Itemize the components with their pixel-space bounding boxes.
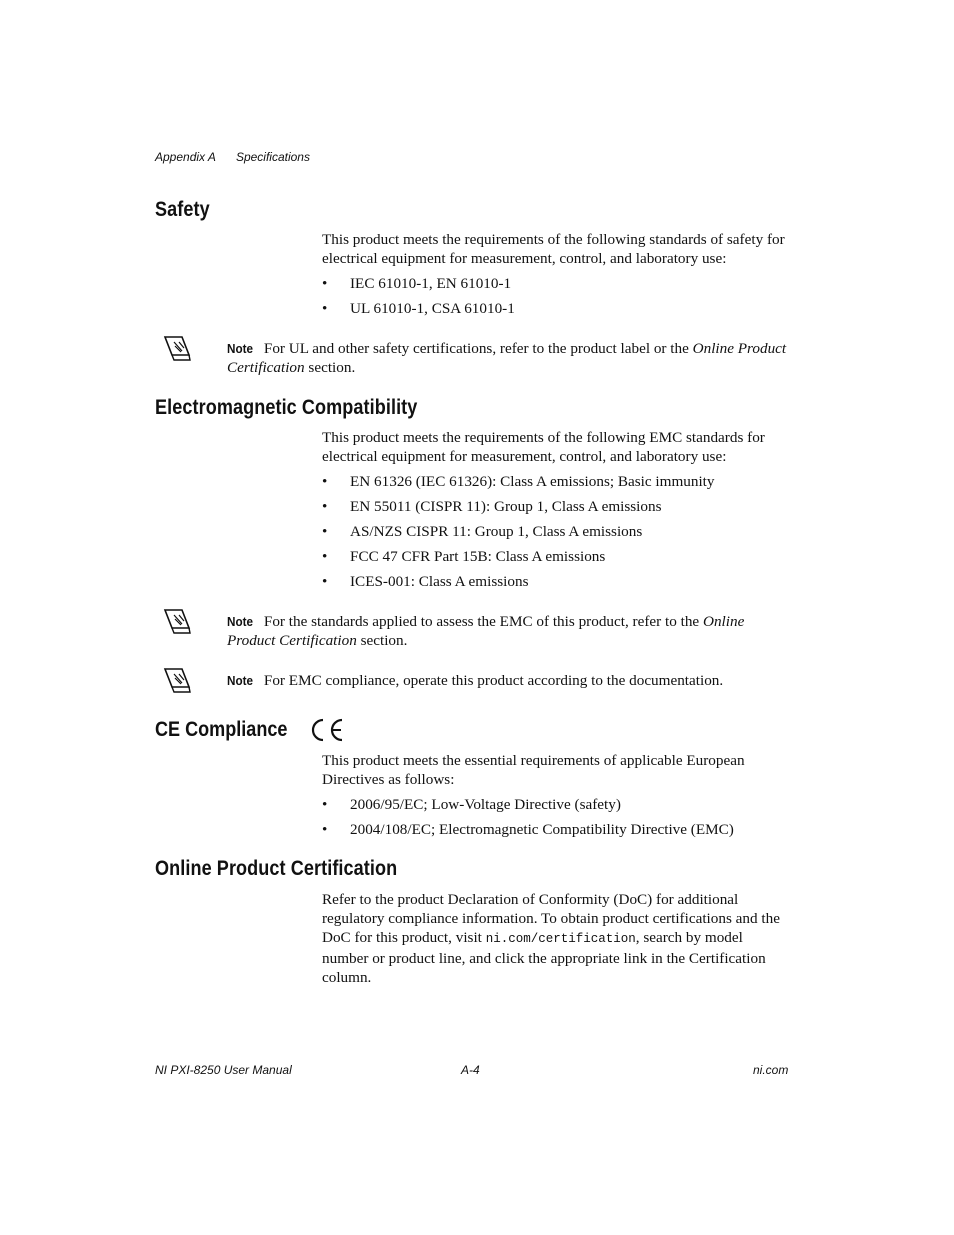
certification-link[interactable]: ni.com/certification [485, 932, 636, 946]
running-header [155, 150, 330, 164]
list-item: • EN 61326 (IEC 61326): Class A emissions; Basic immunity [322, 473, 715, 490]
ce-intro: This product meets the essential requirements of applicable European Directives as follows: [322, 752, 745, 788]
list-item: • IEC 61010-1, EN 61010-1 [322, 275, 512, 292]
list-item: • AS/NZS CISPR 11: Group 1, Class A emissions [322, 523, 643, 540]
emc-intro: This product meets the requirements of the following EMC standards for electrical equipment for measurement, control, and laboratory use: [322, 429, 765, 465]
opc-text: Refer to the product Declaration of Conformity (DoC) for additional regulatory compliance information. To obtain product certifications and the DoC for this product, visit ni.com/certification, search by model number or product line, and click the appropriate link in the Certification column. [322, 891, 780, 986]
note-icon [162, 607, 192, 635]
heading-ce-row [155, 716, 347, 744]
heading-opc: Online Product Certification [155, 857, 398, 880]
list-item: • FCC 47 CFR Part 15B: Class A emissions [322, 548, 606, 565]
header-appendix: Appendix A [155, 150, 216, 164]
list-item: • 2004/108/EC; Electromagnetic Compatibility Directive (EMC) [322, 821, 734, 838]
footer-site: ni.com [753, 1063, 789, 1077]
note-safety: Note For UL and other safety certifications, refer to the product label or the Online Product Certification section. [227, 340, 787, 376]
list-item: • UL 61010-1, CSA 61010-1 [322, 300, 515, 317]
note-emc-standards: Note For the standards applied to assess the EMC of this product, refer to the Online Product Certification section. [227, 613, 745, 649]
footer-page-number: A-4 [461, 1063, 480, 1077]
header-section: Specifications [235, 150, 310, 164]
note-emc-compliance: Note For EMC compliance, operate this product according to the documentation. [227, 672, 724, 689]
safety-intro: This product meets the requirements of the following standards of safety for electrical equipment for measurement, control, and laboratory use: [322, 231, 785, 267]
footer-manual: NI PXI-8250 User Manual [155, 1063, 292, 1077]
list-item: • 2006/95/EC; Low-Voltage Directive (safety) [322, 796, 621, 813]
list-item: • ICES-001: Class A emissions [322, 573, 529, 590]
list-item: • EN 55011 (CISPR 11): Group 1, Class A emissions [322, 498, 662, 515]
ce-mark-icon [307, 716, 347, 744]
note-icon [162, 666, 192, 694]
note-icon [162, 334, 192, 362]
heading-safety: Safety [155, 198, 210, 221]
heading-emc: Electromagnetic Compatibility [155, 396, 418, 419]
heading-ce: CE Compliance [155, 718, 288, 741]
